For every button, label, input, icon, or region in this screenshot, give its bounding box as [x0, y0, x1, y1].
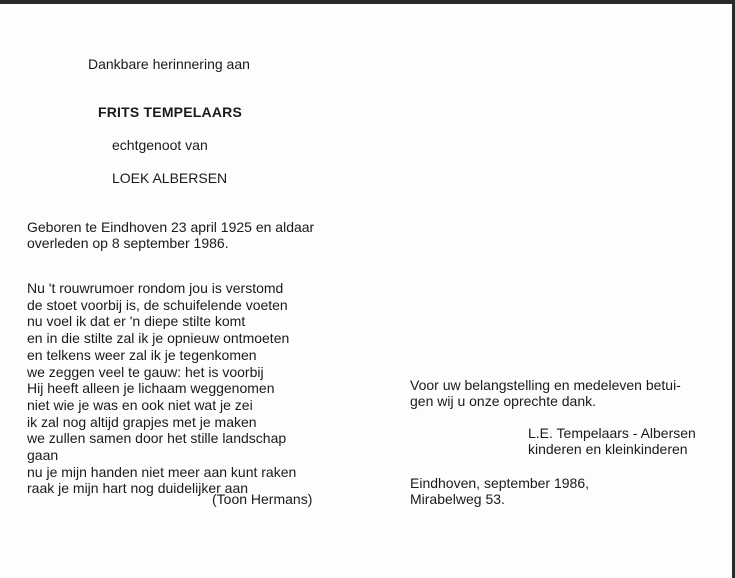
poem-line: ik zal nog altijd grapjes met je maken: [27, 413, 257, 430]
deceased-name: FRITS TEMPELAARS: [98, 104, 242, 120]
poem-line: en in die stilte zal ik je opnieuw ontmoeten: [27, 330, 290, 347]
spouse-name: LOEK ALBERSEN: [112, 170, 228, 186]
poem-line: nu voel ik dat er 'n diepe stilte komt: [27, 313, 246, 330]
card-top-edge: [0, 0, 735, 4]
poem-line: raak je mijn hart nog duidelijker aan: [27, 480, 249, 497]
thanks-line1: Voor uw belangstelling en medeleven betui-: [410, 377, 681, 393]
thanks-line2: gen wij u onze oprechte dank.: [410, 393, 597, 409]
poem: [27, 280, 296, 497]
poem-author: (Toon Hermans): [212, 491, 313, 507]
poem-line: Hij heeft alleen je lichaam weggenomen: [27, 380, 275, 397]
poem-line: nu je mijn handen niet meer aan kunt raken: [27, 463, 297, 480]
place-date: Eindhoven, september 1986,: [410, 475, 590, 491]
poem-line: niet wie je was en ook niet wat je zei: [27, 396, 253, 413]
relation-text: echtgenoot van: [112, 137, 208, 153]
poem-line: de stoet voorbij is, de schuifelende voeten: [27, 296, 288, 313]
poem-line: we zeggen veel te gauw: het is voorbij: [27, 363, 264, 380]
poem-line: Nu 't rouwrumoer rondom jou is verstomd: [27, 280, 284, 296]
birth-text-line1: Geboren te Eindhoven 23 april 1925 en aldaar: [27, 219, 315, 235]
poem-line: en telkens weer zal ik je tegenkomen: [27, 346, 257, 363]
address: Mirabelweg 53.: [410, 491, 505, 507]
birth-text-line2: overleden op 8 september 1986.: [27, 235, 229, 251]
signature-line1: L.E. Tempelaars - Albersen: [528, 425, 696, 441]
signature-line2: kinderen en kleinkinderen: [528, 441, 688, 457]
poem-line: gaan: [27, 447, 59, 464]
heading: Dankbare herinnering aan: [88, 56, 250, 72]
poem-line: we zullen samen door het stille landschap: [27, 430, 287, 447]
card-fold: [378, 0, 379, 578]
